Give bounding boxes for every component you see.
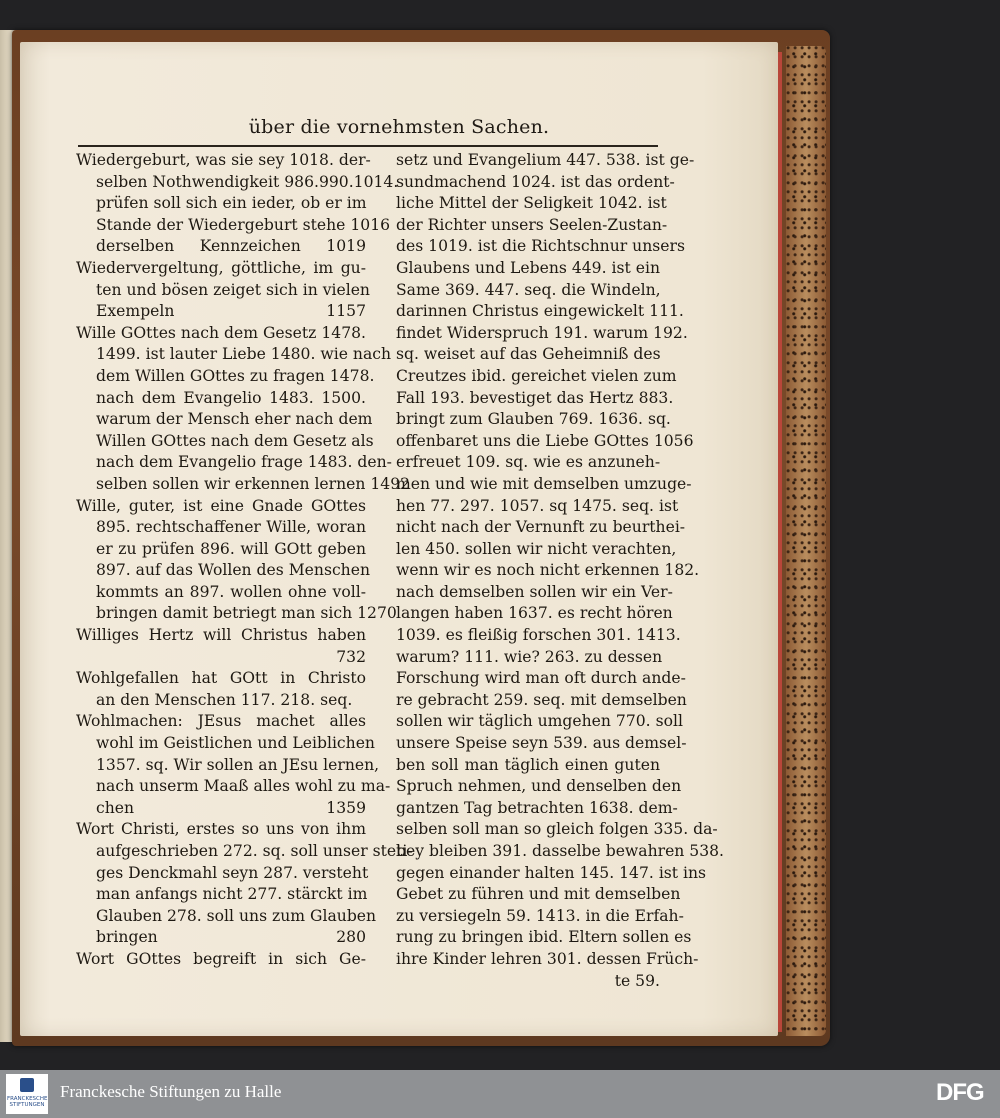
index-line: sollen wir täglich umgehen 770. soll: [396, 712, 683, 731]
index-line: unsere Speise seyn 539. aus demsel-: [396, 734, 687, 753]
index-line: bey bleiben 391. dasselbe bewahren 538.: [396, 842, 725, 860]
index-line: Wort GOttes begreift in sich Ge-: [76, 949, 366, 968]
index-line: des 1019. ist die Richtschnur unsers: [396, 237, 685, 256]
index-line: Willen GOttes nach dem Gesetz als: [96, 431, 374, 450]
index-line: prüfen soll sich ein ieder, ob er im: [96, 194, 367, 213]
index-line: man anfangs nicht 277. stärckt im: [96, 885, 368, 904]
index-line: an den Menschen 117. 218. seq.: [96, 690, 353, 709]
index-line: 895. rechtschaffener Wille, woran: [96, 518, 366, 537]
index-column-left: [76, 150, 413, 971]
index-line: nach dem Evangelio 1483. 1500.: [96, 388, 366, 407]
index-line: bringen 280: [96, 928, 366, 947]
index-line: ihre Kinder lehren 301. dessen Früch-: [396, 949, 699, 968]
institution-name[interactable]: Franckesche Stiftungen zu Halle: [60, 1082, 282, 1101]
index-line: gantzen Tag betrachten 1638. dem-: [396, 798, 678, 817]
index-line: te 59.: [614, 971, 660, 990]
index-line: len 450. sollen wir nicht verachten,: [396, 539, 677, 558]
index-line: gegen einander halten 145. 147. ist ins: [396, 863, 707, 882]
dfg-logo[interactable]: DFG: [936, 1079, 984, 1106]
index-line: Wille GOttes nach dem Gesetz 1478.: [76, 323, 366, 342]
index-line: kommts an 897. wollen ohne voll-: [96, 582, 366, 601]
index-line: Same 369. 447. seq. die Windeln,: [396, 280, 661, 299]
index-line: chen 1359: [96, 798, 366, 817]
index-line: Gebet zu führen und mit demselben: [396, 885, 681, 904]
index-line: er zu prüfen 896. will GOtt geben: [96, 539, 366, 558]
index-line: 1039. es fleißig forschen 301. 1413.: [396, 626, 681, 645]
index-line: selben soll man so gleich folgen 335. da-: [396, 820, 718, 839]
index-line: 1499. ist lauter Liebe 1480. wie nach: [96, 345, 392, 364]
index-line: 732: [336, 647, 366, 666]
institution-logo[interactable]: [6, 1074, 48, 1114]
header-rule: [78, 145, 658, 147]
index-line: nach demselben sollen wir ein Ver-: [396, 582, 673, 601]
index-column-right: [396, 150, 725, 992]
index-line: bringt zum Glauben 769. 1636. sq.: [396, 410, 671, 429]
index-line: nicht nach der Vernunft zu beurthei-: [396, 518, 686, 537]
index-line: Wiedergeburt, was sie sey 1018. der-: [76, 151, 371, 169]
index-line: Stande der Wiedergeburt stehe 1016: [96, 215, 391, 234]
index-line: der Richter unsers Seelen-Zustan-: [396, 215, 668, 234]
index-line: ges Denckmahl seyn 287. versteht: [96, 863, 369, 882]
footer-bar: [0, 1070, 1000, 1118]
index-line: selben Nothwendigkeit 986.990.1014.: [96, 172, 399, 191]
index-line: zu versiegeln 59. 1413. in die Erfah-: [396, 906, 684, 925]
logo-caption: FRANCKESCHE STIFTUNGEN: [7, 1096, 48, 1108]
index-line: sundmachend 1024. ist das ordent-: [396, 172, 675, 191]
index-line: liche Mittel der Seligkeit 1042. ist: [396, 194, 667, 213]
index-line: ten und bösen zeiget sich in vielen: [96, 280, 370, 299]
index-line: Glauben 278. soll uns zum Glauben: [96, 906, 377, 925]
index-line: Creutzes ibid. gereichet vielen zum: [396, 366, 677, 385]
index-line: Wiedervergeltung, göttliche, im gu-: [76, 258, 366, 277]
index-line: Glaubens und Lebens 449. ist ein: [396, 258, 660, 277]
index-line: bringen damit betriegt man sich 1270: [96, 604, 397, 623]
book-page: [20, 42, 778, 1036]
index-line: Wohlmachen: JEsus machet alles: [76, 712, 366, 731]
index-line: hen 77. 297. 1057. sq 1475. seq. ist: [396, 496, 679, 515]
index-line: warum der Mensch eher nach dem: [96, 410, 373, 429]
index-line: aufgeschrieben 272. sq. soll unser steti-: [96, 842, 413, 860]
index-line: wohl im Geistlichen und Leiblichen: [96, 734, 375, 753]
index-line: darinnen Christus eingewickelt 111.: [396, 302, 684, 321]
index-line: ben soll man täglich einen guten: [396, 755, 660, 774]
index-line: Wohlgefallen hat GOtt in Christo: [76, 669, 366, 688]
index-line: rung zu bringen ibid. Eltern sollen es: [396, 928, 692, 947]
index-line: Wort Christi, erstes so uns von ihm: [76, 820, 366, 839]
index-line: warum? 111. wie? 263. zu dessen: [396, 647, 663, 666]
index-line: men und wie mit demselben umzuge-: [396, 474, 692, 493]
index-line: setz und Evangelium 447. 538. ist ge-: [396, 151, 695, 169]
index-line: selben sollen wir erkennen lernen 1492: [96, 474, 411, 493]
index-line: dem Willen GOttes zu fragen 1478.: [96, 366, 375, 385]
index-line: 897. auf das Wollen des Menschen: [96, 561, 371, 580]
index-line: re gebracht 259. seq. mit demselben: [396, 690, 687, 709]
index-line: erfreuet 109. sq. wie es anzuneh-: [396, 453, 661, 472]
index-line: Forschung wird man oft durch ande-: [396, 669, 686, 688]
index-line: offenbaret uns die Liebe GOttes 1056: [396, 431, 694, 450]
orphanage-emblem-icon: [20, 1078, 34, 1092]
index-line: nach unserm Maaß alles wohl zu ma-: [96, 777, 391, 796]
index-line: sq. weiset auf das Geheimniß des: [396, 345, 661, 364]
index-line: 1357. sq. Wir sollen an JEsu lernen,: [96, 755, 380, 774]
index-line: nach dem Evangelio frage 1483. den-: [96, 453, 392, 472]
index-line: findet Widerspruch 191. warum 192.: [396, 323, 688, 342]
index-line: Spruch nehmen, und denselben den: [396, 777, 682, 796]
index-line: derselben Kennzeichen 1019: [96, 237, 366, 256]
marbled-cover-edge: [786, 46, 826, 1036]
running-header: über die vornehmsten Sachen.: [248, 116, 550, 138]
index-line: langen haben 1637. es recht hören: [396, 604, 673, 623]
index-line: wenn wir es noch nicht erkennen 182.: [396, 561, 700, 580]
index-line: Exempeln 1157: [96, 302, 366, 321]
index-line: Wille, guter, ist eine Gnade GOttes: [76, 496, 366, 515]
index-line: Williges Hertz will Christus haben: [76, 626, 366, 645]
index-line: Fall 193. bevestiget das Hertz 883.: [396, 388, 674, 407]
